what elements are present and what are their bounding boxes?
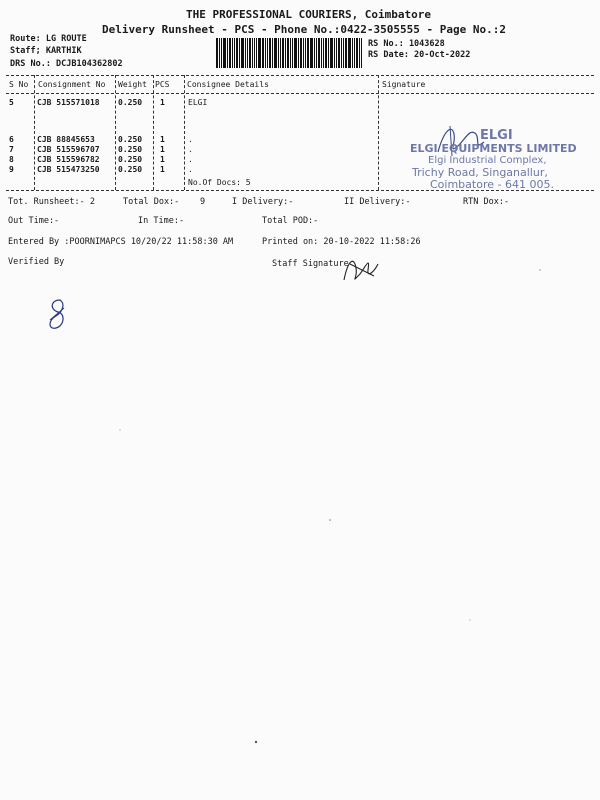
staff-signature-label: Staff Signature (272, 259, 349, 269)
ii-delivery: II Delivery:- (344, 197, 411, 207)
table-top-border (6, 75, 594, 76)
i-delivery: I Delivery:- (232, 197, 294, 207)
rs-date: RS Date: 20-Oct-2022 (368, 50, 471, 60)
table-row-consignee: . (188, 165, 193, 174)
barcode-image (216, 38, 363, 68)
table-row-weight: 0.250 (118, 165, 143, 174)
column-divider (184, 75, 185, 190)
entered-by: Entered By :POORNIMAPCS 10/20/22 11:58:30 AM (8, 237, 234, 247)
column-divider (153, 75, 154, 190)
stamp-logo: ELGI (480, 128, 513, 143)
col-header-signature: Signature (382, 80, 426, 89)
total-runsheet: Tot. Runsheet:- 2 (8, 197, 95, 207)
route-label: Route: LG ROUTE (10, 34, 87, 44)
col-header-consignee: Consignee Details (187, 80, 269, 89)
stamp-address-1: Elgi Industrial Complex, (428, 155, 547, 166)
in-time: In Time:- (138, 216, 185, 226)
total-pod: Total POD:- (262, 216, 319, 226)
table-row-weight: 0.250 (118, 135, 143, 144)
table-row-pcs: 1 (160, 98, 165, 107)
column-divider (34, 75, 35, 190)
stamp-address-3: Coimbatore - 641 005. (430, 178, 554, 191)
table-row-pcs: 1 (160, 165, 165, 174)
out-time: Out Time:- (8, 216, 60, 226)
table-row-consignee: . (188, 145, 193, 154)
company-title: THE PROFESSIONAL COURIERS, Coimbatore (186, 8, 432, 21)
total-dox-value: 9 (200, 197, 206, 207)
table-row-pcs: 1 (160, 145, 165, 154)
verified-by: Verified By (8, 257, 65, 267)
table-row-consignment: CJB 515473250 (37, 165, 100, 174)
column-divider (115, 75, 116, 190)
table-row-weight: 0.250 (118, 145, 143, 154)
table-row-pcs: 1 (160, 155, 165, 164)
col-header-sno: S No (9, 80, 29, 89)
runsheet-subtitle: Delivery Runsheet - PCS - Phone No.:0422-3505555 - Page No.:2 (102, 23, 506, 36)
table-row-pcs: 1 (160, 135, 165, 144)
table-row-sno: 5 (9, 98, 14, 107)
table-header-border (6, 93, 594, 94)
table-row-sno: 6 (9, 135, 14, 144)
table-row-weight: 0.250 (118, 98, 143, 107)
rtn-dox: RTN Dox:- (463, 197, 510, 207)
table-row-consignment: CJB 515596782 (37, 155, 100, 164)
table-row-consignee: . (188, 155, 193, 164)
table-row-consignment: CJB 88845653 (37, 135, 95, 144)
table-row-sno: 8 (9, 155, 14, 164)
verifier-initials-scribble (44, 296, 70, 334)
printed-on: Printed on: 20-10-2022 11:58:26 (262, 237, 421, 247)
no-of-docs: No.Of Docs: 5 (188, 178, 251, 187)
table-row-consignee: . (188, 135, 193, 144)
table-row-weight: 0.250 (118, 155, 143, 164)
table-row-consignee: ELGI (188, 98, 208, 107)
rs-number: RS No.: 1043628 (368, 39, 445, 49)
staff-label: Staff; KARTHIK (10, 46, 82, 56)
column-divider (378, 75, 379, 190)
table-row-consignment: CJB 515571018 (37, 98, 100, 107)
table-row-sno: 7 (9, 145, 14, 154)
staff-signature-scribble (340, 250, 380, 286)
col-header-pcs: PCS (155, 80, 170, 89)
table-row-sno: 9 (9, 165, 14, 174)
table-row-consignment: CJB 515596707 (37, 145, 100, 154)
col-header-weight: Weight (118, 80, 147, 89)
stamp-address-2: Trichy Road, Singanallur, (412, 166, 548, 179)
col-header-consignment: Consignment No (38, 80, 106, 89)
stamp-company: ELGI EQUIPMENTS LIMITED (410, 142, 577, 155)
drs-number: DRS No.: DCJB104362802 (10, 59, 123, 69)
total-dox-label: Total Dox:- (123, 197, 180, 207)
